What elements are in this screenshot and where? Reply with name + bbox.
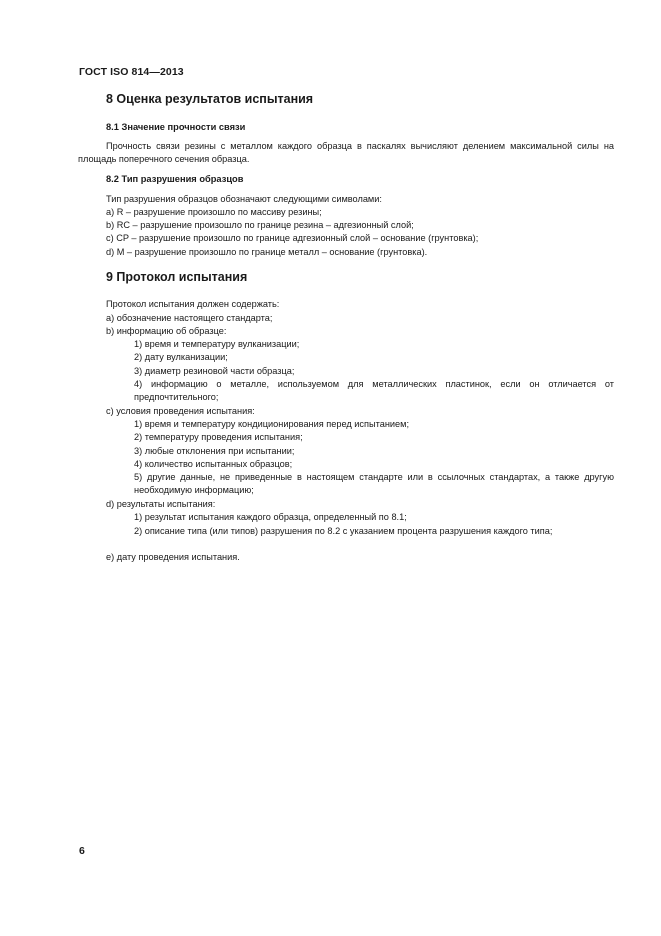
report-subitem: 5) другие данные, не приведенные в настоящем стандарте или в ссылочных стандартах, а также другую необходимую информацию; <box>134 472 614 496</box>
report-item-e: e) дату проведения испытания. <box>106 552 240 562</box>
report-subitem: 2) дату вулканизации; <box>134 352 228 362</box>
failure-type-item: a) R – разрушение произошло по массиву резины; <box>106 207 322 217</box>
report-subitem: 3) любые отклонения при испытании; <box>134 446 295 456</box>
report-item-c: c) условия проведения испытания: <box>106 406 255 416</box>
report-subitem: 3) диаметр резиновой части образца; <box>134 366 295 376</box>
document-header: ГОСТ ISO 814—2013 <box>79 66 184 78</box>
section-8-title: 8 Оценка результатов испытания <box>106 92 314 106</box>
report-item-a: a) обозначение настоящего стандарта; <box>106 313 273 323</box>
report-subitem: 1) результат испытания каждого образца, определенный по 8.1; <box>134 512 407 522</box>
section-8-1-text: Прочность связи резины с металлом каждого образца в паскалях вычисляют делением максимальной силы на площадь поперечного сечения образца. <box>78 141 614 165</box>
report-subitem: 2) описание типа (или типов) разрушения по 8.2 с указанием процента разрушения каждого типа; <box>134 526 553 536</box>
report-subitem: 1) время и температуру кондиционирования перед испытанием; <box>134 419 410 429</box>
section-8-1-title: 8.1 Значение прочности связи <box>106 122 246 132</box>
report-item-b: b) информацию об образце: <box>106 326 227 336</box>
failure-type-item: d) M – разрушение произошло по границе металл – основание (грунтовка). <box>106 247 428 257</box>
report-item-d: d) результаты испытания: <box>106 499 216 509</box>
section-8-2-title: 8.2 Тип разрушения образцов <box>106 174 244 184</box>
section-9-title: 9 Протокол испытания <box>106 270 248 284</box>
page-number: 6 <box>79 845 85 857</box>
failure-type-item: b) RC – разрушение произошло по границе резина – адгезионный слой; <box>106 220 414 230</box>
report-subitem: 1) время и температуру вулканизации; <box>134 339 300 349</box>
section-9-intro: Протокол испытания должен содержать: <box>106 299 280 309</box>
report-subitem: 2) температуру проведения испытания; <box>134 432 303 442</box>
failure-type-item: c) CP – разрушение произошло по границе адгезионный слой – основание (грунтовка); <box>106 233 479 243</box>
report-subitem: 4) информацию о металле, используемом для металлических пластинок, если он отличается от предпочтительного; <box>134 379 614 403</box>
section-8-2-intro: Тип разрушения образцов обозначают следующими символами: <box>106 194 382 204</box>
report-subitem: 4) количество испытанных образцов; <box>134 459 293 469</box>
